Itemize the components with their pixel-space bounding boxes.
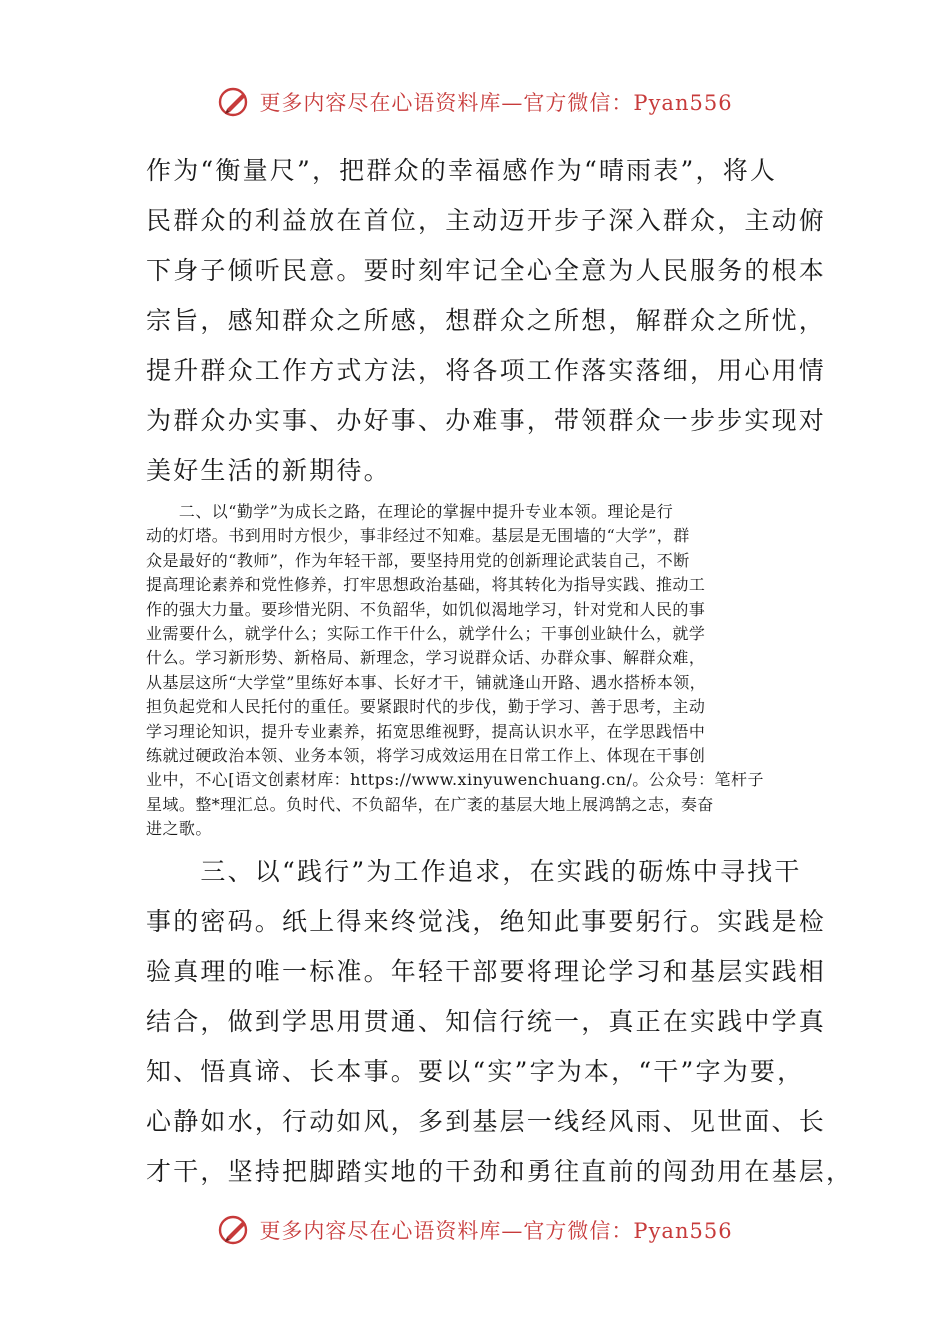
section-one-tail	[146, 146, 827, 496]
text-line: 宗旨，感知群众之所感，想群众之所想，解群众之所忧，	[146, 306, 827, 335]
text-line: 进之歌。	[146, 819, 212, 839]
text-line: 练就过硬政治本领、业务本领，将学习成效运用在日常工作上、体现在干事创	[146, 745, 706, 765]
text-line: 从基层这所“大学堂”里练好本事、长好才干，铺就逢山开路、遇水搭桥本领，	[146, 672, 707, 692]
text-line: 作的强大力量。要珍惜光阴、不负韶华，如饥似渴地学习，针对党和人民的事	[146, 599, 706, 619]
text-line: 作为“衡量尺”，把群众的幸福感作为“晴雨表”，将人	[146, 156, 778, 185]
text-line: 业需要什么，就学什么；实际工作干什么，就学什么；干事创业缺什么，就学	[146, 623, 706, 643]
text-line: 提高理论素养和党性修养，打牢思想政治基础，将其转化为指导实践、推动工	[146, 575, 706, 595]
pen-logo-icon	[217, 1212, 253, 1248]
text-line: 星域。整*理汇总。负时代、不负韶华，在广袤的基层大地上展鸿鹄之志，奏奋	[146, 794, 714, 814]
text-line: 民群众的利益放在首位，主动迈开步子深入群众，主动俯	[146, 206, 827, 235]
text-line: 业中，不心[语文创素材库：https://www.xinyuwenchuang.cn/。公众号：笔杆子	[146, 770, 764, 790]
pen-logo-icon	[217, 84, 253, 120]
text-line: 为群众办实事、办好事、办难事，带领群众一步步实现对	[146, 406, 827, 435]
text-line: 心静如水，行动如风，多到基层一线经风雨、见世面、长	[146, 1107, 827, 1137]
text-line: 验真理的唯一标准。年轻干部要将理论学习和基层实践相	[146, 957, 827, 987]
text-line: 动的灯塔。书到用时方恨少，事非经过不知难。基层是无围墙的“大学”，群	[146, 526, 690, 546]
text-line: 二、以“勤学”为成长之路，在理论的掌握中提升专业本领。理论是行	[146, 502, 674, 521]
text-line: 什么。学习新形势、新格局、新理念，学习说群众话、办群众事、解群众难，	[146, 648, 706, 668]
section-two	[146, 500, 806, 841]
text-line: 结合，做到学思用贯通、知信行统一，真正在实践中学真	[146, 1007, 827, 1037]
text-line: 美好生活的新期待。	[146, 456, 391, 485]
text-line: 下身子倾听民意。要时刻牢记全心全意为人民服务的根本	[146, 256, 827, 285]
header-banner	[0, 80, 950, 124]
text-line: 三、以“践行”为工作追求，在实践的砺炼中寻找干	[146, 857, 802, 887]
footer-banner	[0, 1208, 950, 1252]
text-line: 学习理论知识，提升专业素养，拓宽思维视野，提高认识水平，在学思践悟中	[146, 721, 706, 741]
text-line: 事的密码。纸上得来终觉浅，绝知此事要躬行。实践是检	[146, 907, 827, 937]
footer-banner-text: 更多内容尽在心语资料库—官方微信：Pyan556	[259, 1219, 733, 1243]
text-line: 提升群众工作方式方法，将各项工作落实落细，用心用情	[146, 356, 827, 385]
text-line: 知、悟真谛、长本事。要以“实”字为本，“干”字为要，	[146, 1057, 805, 1087]
document-body	[146, 146, 854, 1197]
header-banner-text: 更多内容尽在心语资料库—官方微信：Pyan556	[259, 91, 733, 115]
text-line: 才干，坚持把脚踏实地的干劲和勇往直前的闯劲用在基层，	[146, 1157, 854, 1187]
section-three	[146, 847, 854, 1197]
text-line: 众是最好的“教师”，作为年轻干部，要坚持用党的创新理论武装自己，不断	[146, 550, 690, 570]
text-line: 担负起党和人民托付的重任。要紧跟时代的步伐，勤于学习、善于思考，主动	[146, 697, 706, 717]
